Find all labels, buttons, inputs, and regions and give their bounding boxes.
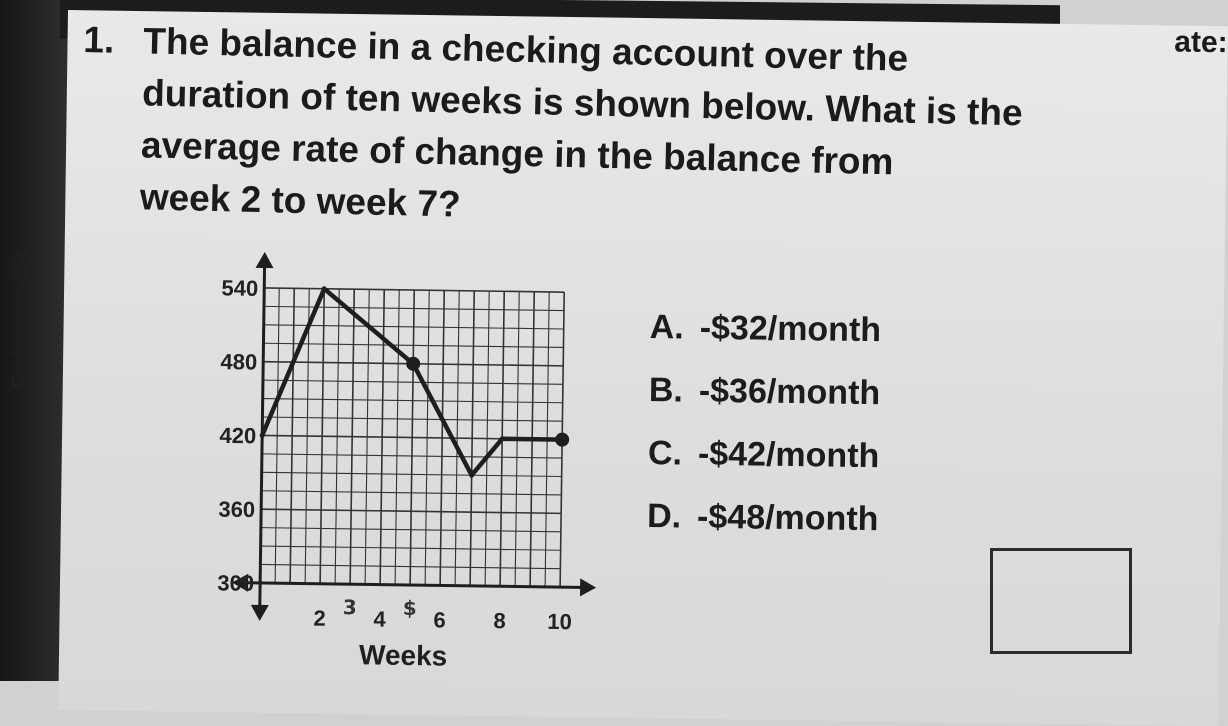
question-line: average rate of change in the balance from <box>140 124 894 183</box>
y-axis-arrow-down <box>251 605 269 621</box>
x-tick-label: 6 <box>433 607 446 633</box>
choice-letter: D. <box>646 496 682 536</box>
question-line: duration of ten weeks is shown below. What is the <box>141 72 1024 134</box>
choice-c[interactable] <box>647 434 879 500</box>
y-tick-label: 300 <box>217 570 255 596</box>
question-line: week 2 to week 7? <box>139 176 462 225</box>
choice-d[interactable] <box>646 497 878 563</box>
choice-a[interactable] <box>649 308 881 374</box>
y-tick-label: 420 <box>219 422 257 449</box>
y-tick-label: 480 <box>220 349 258 375</box>
choice-letter: A. <box>649 308 684 347</box>
handwritten-annotation: $ <box>402 595 417 621</box>
choice-text: -$42/month <box>697 434 880 476</box>
choice-b[interactable] <box>648 371 880 437</box>
choice-letter: C. <box>647 433 683 473</box>
question-number: 1. <box>82 18 115 61</box>
y-tick-label: 360 <box>218 496 256 523</box>
date-label: ate: <box>1174 25 1228 60</box>
x-tick-label: 2 <box>313 605 326 631</box>
chart-rotation-group <box>216 251 601 673</box>
y-axis-arrow-up <box>256 252 274 268</box>
choice-text: -$36/month <box>698 371 881 413</box>
balance-chart <box>110 250 630 670</box>
answer-choices <box>646 308 881 563</box>
handwritten-annotation: 3 <box>342 595 357 620</box>
choice-text: -$32/month <box>699 308 882 350</box>
question-line: The balance in a checking account over the <box>142 20 909 79</box>
data-point-marker <box>555 433 569 447</box>
x-axis-arrow-right <box>580 578 596 596</box>
x-tick-label: 8 <box>493 608 506 634</box>
choice-letter: B. <box>648 370 684 410</box>
y-axis-label: Balance ($) <box>6 250 36 390</box>
choice-text: -$48/month <box>696 497 879 539</box>
x-axis-label: Weeks <box>358 639 448 672</box>
x-tick-label: 10 <box>547 608 573 635</box>
x-tick-label: 4 <box>373 606 386 632</box>
balance-chart-svg <box>110 250 630 670</box>
question-text <box>139 15 1143 246</box>
y-tick-label: 540 <box>221 275 259 301</box>
x-axis-line <box>240 583 588 588</box>
answer-box[interactable] <box>990 548 1132 654</box>
